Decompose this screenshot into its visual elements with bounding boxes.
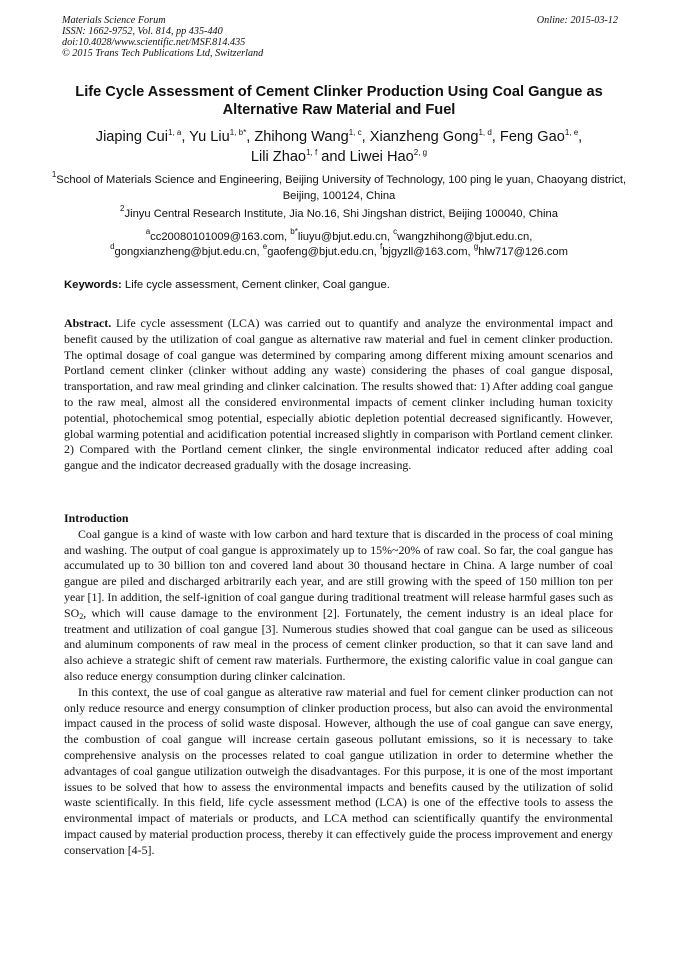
email-address[interactable]: wangzhihong@bjut.edu.cn — [397, 231, 530, 243]
doi-line: doi:10.4028/www.scientific.net/MSF.814.435 — [62, 37, 246, 48]
author-sup: 1, d — [478, 128, 492, 137]
author-name: Yu Liu — [189, 129, 230, 145]
affiliation-2 — [40, 204, 638, 223]
author-sup: 2, g — [413, 148, 428, 157]
introduction-paragraph-1 — [64, 527, 613, 685]
author-list — [36, 127, 642, 167]
copyright-line: © 2015 Trans Tech Publications Ltd, Switzerland — [62, 48, 264, 59]
issn-line: ISSN: 1662-9752, Vol. 814, pp 435-440 — [62, 26, 223, 37]
affiliation-sup: 2 — [120, 204, 125, 213]
author-name: Feng Gao — [499, 129, 565, 145]
author-name: Lili Zhao — [250, 149, 307, 165]
author-sup: 1, a — [167, 128, 182, 137]
author-sup: 1, c — [348, 128, 362, 137]
keywords-label: Keywords: — [64, 279, 122, 291]
introduction-paragraph-2: In this context, the use of coal gangue as alterative raw material and fuel for cement clinker production can not only reduce resource and energy consumption of clinker production process, but also can avoid the environmental impact caused in the process of solid waste disposal. However, although the use of coal gangue can save energy, the combustion of coal gangue will increase certain gaseous pollutant emissions, so it is necessary to take comprehensive analysis on the processes related to coal gangue utilization in order to determine whether the advantages of coal gangue utilization outweigh the disadvantages. For this purpose, it is one of the most important issues to be solved that how to assess the environmental impacts and benefits caused by the utilization of solid waste scientifically. In this field, life cycle assessment method (LCA) is one of the effective tools to assess the environmental impact of materials or products, and LCA method can scientifically quantify the environmental impact caused by material production process, thereby it can effectively guide the process improvement and energy conservation [4-5]. — [64, 684, 613, 857]
author-sup: 1, b* — [229, 128, 247, 137]
author-sup: 1, f — [306, 148, 318, 157]
email-address[interactable]: cc20080101009@163.com — [150, 231, 285, 243]
paper-title: Life Cycle Assessment of Cement Clinker Production Using Coal Gangue as Alternative Raw Material and Fuel — [75, 84, 603, 118]
email-sup: c — [393, 227, 398, 236]
author-sup: 1, e — [564, 128, 579, 137]
author-name: Jiaping Cui — [95, 129, 168, 145]
author-name: Xianzheng Gong — [369, 129, 479, 145]
keywords-line — [64, 279, 624, 291]
subscript: 2 — [79, 611, 84, 621]
author-and: and — [321, 149, 346, 165]
author-separator: , — [491, 129, 500, 145]
paragraph-text: Coal gangue is a kind of waste with low carbon and hard texture that is discarded in the process of coal mining and washing. The output of coal gangue is approximately up to 15%~20% of raw coal. So far, the coal gangue has accumulated up to 30 billion ton and covered land about 30 thousand hectare in China. A large number of coal gangue are piled and discharged arbitrarily each year, and are still growing with the speed of 150 million ton per year [1]. In addition, the self-ignition of coal gangue during traditional treatment will release harmful gases such as SO — [64, 526, 613, 620]
keywords-text: Life cycle assessment, Cement clinker, Coal gangue. — [124, 279, 390, 291]
author-separator: , — [361, 129, 370, 145]
affiliation-1 — [40, 170, 638, 204]
abstract-label: Abstract. — [64, 316, 112, 330]
email-sup: f — [379, 242, 383, 251]
affiliation-sup: 1 — [51, 170, 57, 179]
affiliation-text: School of Materials Science and Engineering, Beijing University of Technology, 100 ping le yuan, Chaoyang district, Beijing, 100124, China — [56, 174, 627, 202]
journal-name: Materials Science Forum — [62, 15, 166, 26]
email-sup: e — [262, 242, 268, 251]
author-separator: , — [181, 129, 190, 145]
email-address[interactable]: bjgyzll@163.com — [382, 246, 468, 258]
email-address[interactable]: gongxianzheng@bjut.edu.cn — [114, 246, 257, 258]
journal-header — [62, 15, 618, 59]
abstract-paragraph — [64, 316, 613, 474]
abstract-text: Life cycle assessment (LCA) was carried out to quantify and analyze the environmental impact and benefit caused by the utilization of coal gangue as alternative raw material and fuel in cement clinker production. The optimal dosage of coal gangue was determined by comparing among different mixing amount scenarios and Portland cement clinker (clinker without adding any waste) considering the phases of coal gangue disposal, transportation, and raw meal grinding and clinker calcination. The results showed that: 1) After adding coal gangue to the raw meal, almost all the considered environmental impacts of cement clinker including human toxicity potential, photochemical smog potential, especially abiotic depletion potential decreased significantly. However, global warming potential and acidification potential increased slightly in comparison with Portland cement clinker. 2) Compared with the Portland cement clinker, the single environmental indicator reduced after adding coal gangue and the indicator decreased gradually with the dosage increasing. — [64, 316, 614, 473]
author-separator: , — [246, 129, 255, 145]
email-sup: b* — [290, 227, 298, 236]
email-sup: a — [145, 227, 151, 236]
author-name: Zhihong Wang — [254, 129, 349, 145]
affiliation-text: Jinyu Central Research Institute, Jia No.16, Shi Jingshan district, Beijing 100040, China — [124, 208, 558, 220]
email-address[interactable]: liuyu@bjut.edu.cn — [297, 231, 387, 243]
email-address[interactable]: gaofeng@bjut.edu.cn — [267, 246, 374, 258]
abstract-section — [64, 316, 613, 474]
email-address[interactable]: hlw717@126.com — [478, 246, 568, 258]
author-name: Liwei Hao — [349, 149, 414, 165]
online-date: Online: 2015-03-12 — [536, 15, 618, 26]
introduction-section — [64, 511, 613, 859]
author-separator: , — [578, 129, 583, 145]
email-list: $^a$cc20080101009@163.com, $^{b*}$liuyu@bjut.edu.cn, $^c$wangzhihong@bjut.edu.cn, $^d$gongxianzheng@bjut.edu.cn, $^e$gaofeng@bjut.edu.cn, $^f$bjgyzll@163.com, $^g$hlw717@126.com — [110, 227, 568, 258]
introduction-heading: Introduction — [64, 511, 129, 525]
paragraph-text: , which will cause damage to the environment [2]. Fortunately, the cement industry is an ideal place for treatment and utilization of coal gangue [3]. Numerous studies showed that coal gangue can be used as siliceous and aluminum components of raw meal in the process of cement clinker production, so that it can save land and also achieve a strategic shift of cement raw materials. Furthermore, the existing calorific value in coal gangue can also reduce energy consumption during clinker calcination. — [64, 605, 613, 683]
email-sup: g — [473, 242, 479, 251]
email-sup: d — [110, 242, 115, 251]
